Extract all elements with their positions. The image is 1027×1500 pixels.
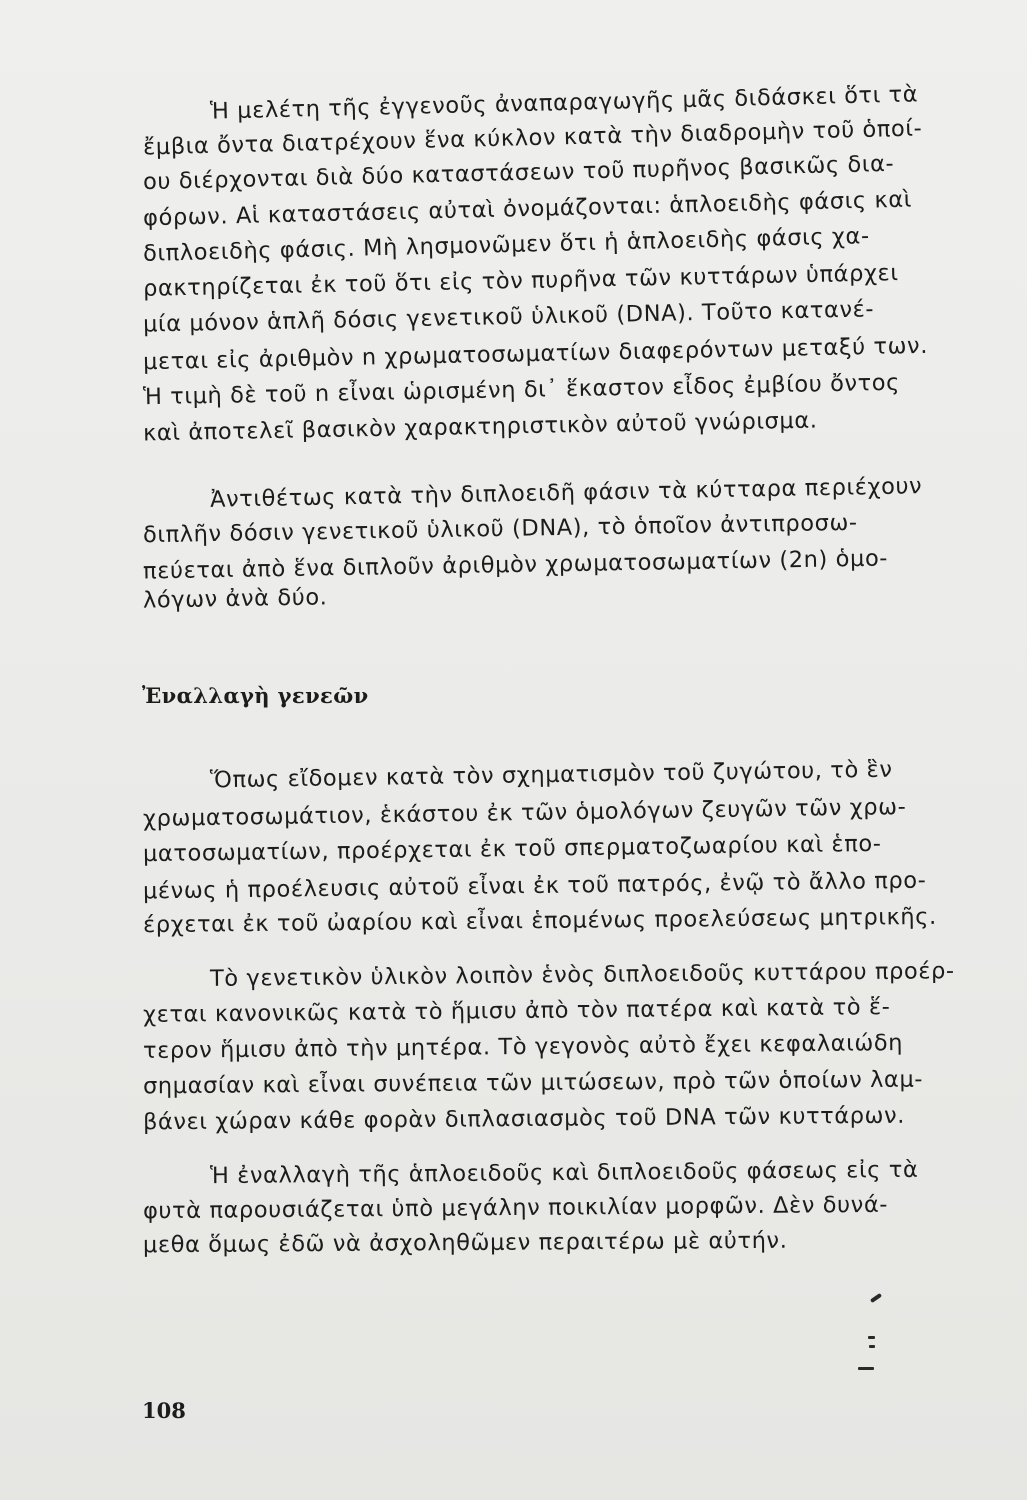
- text-line: χρωματοσωμάτιον, ἑκάστου ἐκ τῶν ὁμολόγων ζευγῶν τῶν χρω-: [142, 794, 907, 832]
- text-line: σημασίαν καὶ εἶναι συνέπεια τῶν μιτώσεων, πρὸ τῶν ὁποίων λαμ-: [142, 1066, 924, 1100]
- text-line: καὶ ἀποτελεῖ βασικὸν χαρακτηριστικὸν αὐτοῦ γνώρισμα.: [142, 407, 818, 447]
- text-line: φόρων. Αἱ καταστάσεις αὐταὶ ὀνομάζονται: ἁπλοειδὴς φάσις καὶ: [142, 186, 913, 232]
- text-line: Ἡ μελέτη τῆς ἐγγενοῦς ἀναπαραγωγῆς μᾶς διδάσκει ὅτι τὰ: [209, 81, 919, 125]
- text-line: Ὅπως εἴδομεν κατὰ τὸν σχηματισμὸν τοῦ ζυγώτου, τὸ ἓν: [209, 756, 893, 794]
- text-line: τερον ἥμισυ ἀπὸ τὴν μητέρα. Τὸ γεγονὸς αὐτὸ ἔχει κεφαλαιώδη: [142, 1030, 904, 1064]
- section-heading: Ἐναλλαγὴ γενεῶν: [142, 683, 369, 708]
- text-line: φυτὰ παρουσιάζεται ὑπὸ μεγάλην ποικιλίαν μορφῶν. Δὲν δυνά-: [142, 1191, 889, 1225]
- text-line: μία μόνον ἁπλῆ δόσις γενετικοῦ ὑλικοῦ (DNA). Τοῦτο κατανέ-: [142, 296, 875, 338]
- ink-mark: [869, 1345, 875, 1348]
- text-line: ἔμβια ὄντα διατρέχουν ἕνα κύκλον κατὰ τὴν διαδρομὴν τοῦ ὁποί-: [142, 115, 923, 161]
- text-line: ρακτηρίζεται ἐκ τοῦ ὅτι εἰς τὸν πυρῆνα τῶν κυττάρων ὑπάρχει: [142, 260, 899, 302]
- text-line: ου διέρχονται διὰ δύο καταστάσεων τοῦ πυρῆνος βασικῶς δια-: [142, 150, 895, 196]
- text-line: λόγων ἀνὰ δύο.: [142, 584, 328, 614]
- text-line: Τὸ γενετικὸν ὑλικὸν λοιπὸν ἑνὸς διπλοειδοῦς κυττάρου προέρ-: [209, 958, 955, 992]
- text-line: Ἡ τιμὴ δὲ τοῦ n εἶναι ὡρισμένη δι᾽ ἕκαστον εἶδος ἐμβίου ὄντος: [142, 369, 901, 411]
- text-line: μεται εἰς ἀριθμὸν n χρωματοσωματίων διαφερόντων μεταξύ των.: [142, 332, 929, 376]
- ink-mark: [870, 1293, 882, 1303]
- page-number: 108: [142, 1398, 186, 1423]
- text-line: μένως ἡ προέλευσις αὐτοῦ εἶναι ἐκ τοῦ πατρός, ἐνῷ τὸ ἄλλο προ-: [142, 867, 927, 905]
- text-line: διπλῆν δόσιν γενετικοῦ ὑλικοῦ (DNA), τὸ ὁποῖον ἀντιπροσω-: [142, 509, 858, 549]
- text-line: βάνει χώραν κάθε φορὰν διπλασιασμὸς τοῦ DNA τῶν κυττάρων.: [142, 1102, 906, 1136]
- text-line: Ἡ ἐναλλαγὴ τῆς ἁπλοειδοῦς καὶ διπλοειδοῦς φάσεως εἰς τὰ: [209, 1156, 919, 1190]
- text-line: διπλοειδὴς φάσις. Μὴ λησμονῶμεν ὅτι ἡ ἁπλοειδὴς φάσις χα-: [142, 223, 870, 267]
- text-line: χεται κανονικῶς κατὰ τὸ ἥμισυ ἀπὸ τὸν πατέρα καὶ κατὰ τὸ ἕ-: [142, 994, 891, 1028]
- text-line: πεύεται ἀπὸ ἕνα διπλοῦν ἀριθμὸν χρωματοσωματίων (2n) ὁμο-: [142, 545, 889, 585]
- ink-mark: [868, 1336, 875, 1339]
- text-line: έρχεται ἐκ τοῦ ὠαρίου καὶ εἶναι ἑπομένως προελεύσεως μητρικῆς.: [142, 903, 937, 939]
- text-line: Ἀντιθέτως κατὰ τὴν διπλοειδῆ φάσιν τὰ κύτταρα περιέχουν: [209, 473, 923, 513]
- text-line: ματοσωματίων, προέρχεται ἐκ τοῦ σπερματοζωαρίου καὶ ἑπο-: [142, 830, 882, 868]
- text-line: μεθα ὅμως ἐδῶ νὰ ἀσχοληθῶμεν περαιτέρω μὲ αὐτήν.: [142, 1227, 788, 1259]
- ink-mark: [858, 1367, 874, 1370]
